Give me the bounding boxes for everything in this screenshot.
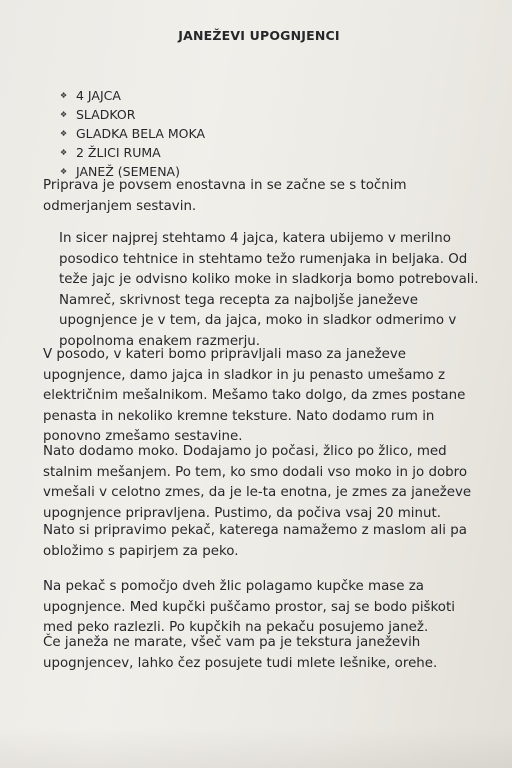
text-line: Namreč, skrivnost tega recepta za najboljše janeževe [59, 292, 418, 308]
recipe-title: JANEŽEVI UPOGNJENCI [178, 28, 340, 43]
text-line: upognjence, damo jajca in sladkor in ju penasto umešamo z [43, 367, 445, 383]
text-line: upognjence pripravljena. Pustimo, da počiva vsaj 20 minut. [43, 505, 441, 521]
ingredient-label: 4 JAJCA [76, 88, 121, 103]
ingredient-list [60, 86, 205, 181]
text-line: obložimo s papirjem za peko. [43, 543, 239, 559]
text-line: Priprava je povsem enostavna in se začne se s točnim [43, 178, 407, 193]
ingredient-label: JANEŽ (SEMENA) [76, 164, 180, 179]
text-line: vmešali v celotno zmes, da je le-ta enotna, je zmes za janeževe [43, 485, 472, 500]
text-line: teže jajc je odvisno koliko moke in sladkorja bomo potrebovali. [59, 272, 479, 287]
text-line: popolnoma enakem razmerju. [59, 333, 261, 349]
text-line: In sicer najprej stehtamo 4 jajca, katera ubijemo v merilno [59, 231, 451, 246]
ingredient-item [60, 105, 205, 124]
text-line: V posodo, v kateri bomo pripravljali maso za janeževe [43, 347, 406, 362]
text-line: ponovno zmešamo sestavine. [43, 429, 243, 444]
text-line: med peko razlezli. Po kupčkih na pekaču posujemo janež. [43, 620, 429, 635]
diamond-bullet-icon: ❖ [60, 167, 68, 176]
text-line: stalnim mešanjem. Po tem, ko smo dodali vso moko in jo dobro [43, 464, 468, 480]
portioning-paragraph [43, 577, 455, 639]
ingredient-item [60, 86, 205, 105]
ingredient-label: 2 ŽLICI RUMA [76, 145, 161, 160]
text-line: električnim mešalnikom. Mešamo tako dolgo, da zmes postane [43, 388, 466, 403]
text-line: Na pekač s pomočjo dveh žlic polagamo kupčke mase za [43, 579, 424, 594]
diamond-bullet-icon: ❖ [60, 91, 68, 100]
mixing-paragraph [43, 345, 465, 448]
diamond-bullet-icon: ❖ [60, 148, 68, 157]
ingredient-item [60, 124, 205, 143]
baking-tray-paragraph [43, 521, 467, 562]
text-line: odmerjanjem sestavin. [43, 198, 197, 214]
text-line: penasta in nekoliko kremne teksture. Nato dodamo rum in [43, 408, 435, 424]
text-line: upognjence. Med kupčki puščamo prostor, saj se bodo piškoti [43, 599, 455, 615]
text-line: upognjencev, lahko čez posujete tudi mlete lešnike, orehe. [43, 655, 438, 671]
alternative-paragraph [43, 633, 437, 674]
ingredient-item [60, 143, 205, 162]
diamond-bullet-icon: ❖ [60, 110, 68, 119]
text-line: Nato si pripravimo pekač, katerega namažemo z maslom ali pa [43, 523, 467, 538]
text-line: Če janeža ne marate, všeč vam pa je tekstura janeževih [43, 635, 421, 650]
diamond-bullet-icon: ❖ [60, 129, 68, 138]
ingredient-label: GLADKA BELA MOKA [76, 126, 206, 141]
ingredient-label: SLADKOR [76, 107, 136, 122]
text-line: Nato dodamo moko. Dodajamo jo počasi, žlico po žlico, med [43, 444, 447, 459]
text-line: posodico tehtnice in stehtamo težo rumenjaka in beljaka. Od [59, 251, 468, 267]
flour-paragraph [43, 442, 471, 524]
intro-paragraph [43, 176, 407, 217]
text-line: upognjence je v tem, da jajca, moko in sladkor odmerimo v [59, 313, 457, 328]
measuring-paragraph [59, 229, 479, 352]
